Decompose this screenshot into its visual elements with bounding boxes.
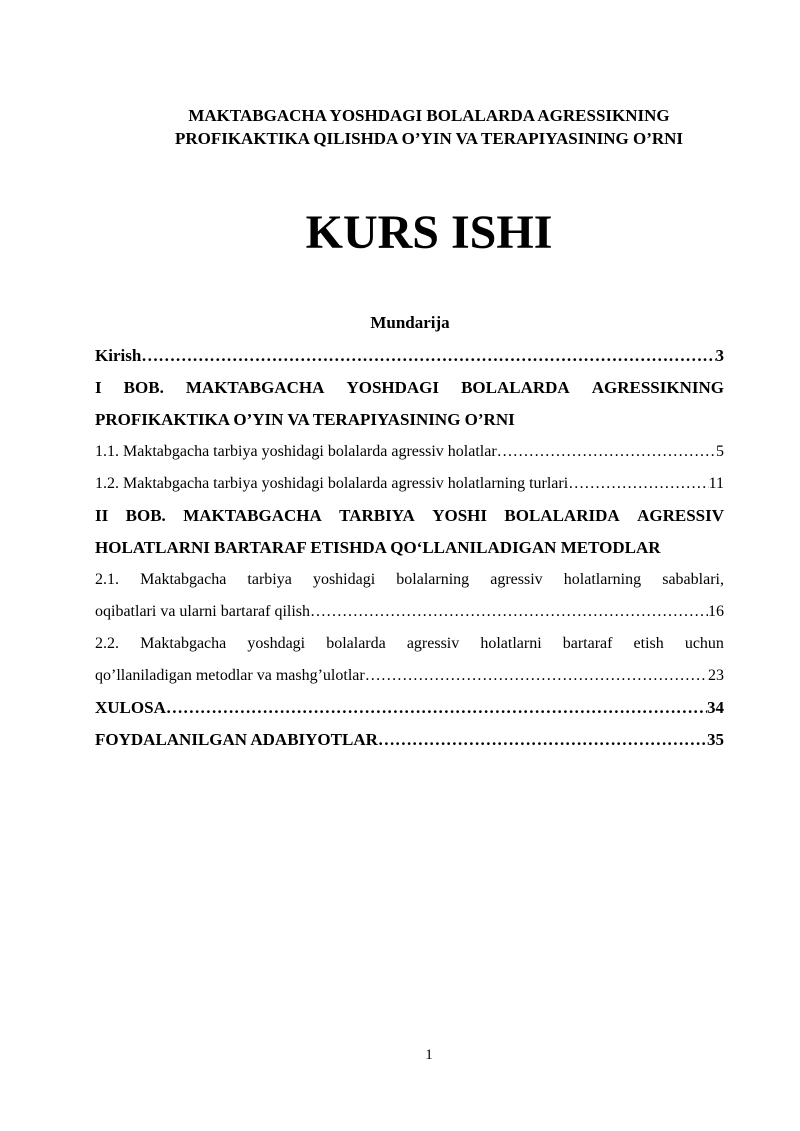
toc-entry-section-2-2[interactable] [95, 628, 724, 660]
toc-entry-page: 34 [707, 698, 724, 717]
toc-entry-title: HOLATLARNI BARTARAF ETISHDA QO‘LLANILADIGAN METODLAR [95, 538, 661, 557]
toc-entry-page: 16 [708, 603, 724, 620]
toc-word: holatlarni [480, 635, 542, 652]
toc-word: AGRESSIV [637, 506, 724, 525]
toc-word: AGRESSIKNING [591, 378, 724, 397]
toc-entry-page: 5 [716, 443, 724, 460]
toc-word: bolalarning [396, 571, 470, 588]
topic-title [95, 104, 763, 150]
toc-leader-dots [568, 468, 708, 500]
toc-leader-dots [378, 724, 707, 756]
toc-entry-page: 35 [707, 730, 724, 749]
toc-word: BOLALARIDA [504, 506, 620, 525]
toc-word: etish [633, 635, 664, 652]
toc-entry-section-1-2[interactable] [95, 468, 724, 500]
table-of-contents [95, 340, 724, 756]
toc-leader-dots [141, 340, 715, 372]
toc-word: agressiv [490, 571, 543, 588]
toc-entry-chapter-1[interactable] [95, 372, 724, 404]
toc-entry-page: 3 [715, 346, 724, 365]
toc-entry-section-2-1[interactable] [95, 564, 724, 596]
toc-word: yoshidagi [312, 571, 376, 588]
toc-entry-section-1-1[interactable] [95, 436, 724, 468]
toc-entry-chapter-2[interactable] [95, 500, 724, 532]
toc-word: 2.1. [95, 571, 119, 588]
toc-entry-chapter-1-continued[interactable] [95, 404, 724, 436]
toc-word: I [95, 378, 102, 397]
toc-word: BOB. [123, 378, 164, 397]
toc-entry-title: FOYDALANILGAN ADABIYOTLAR [95, 730, 378, 749]
toc-word: yoshdagi [247, 635, 306, 652]
toc-word: bolalarda [326, 635, 386, 652]
toc-entry-page: 11 [708, 475, 724, 492]
toc-entry-title: qo’llaniladigan metodlar va mashg’ulotlar [95, 667, 365, 684]
toc-word: BOB. [125, 506, 166, 525]
toc-entry-section-2-2-continued[interactable] [95, 660, 724, 692]
toc-entry-title: PROFIKAKTIKA O’YIN VA TERAPIYASINING O’RNI [95, 410, 515, 429]
topic-title-line-2: PROFIKAKTIKA QILISHDA O’YIN VA TERAPIYASINING O’RNI [174, 129, 684, 148]
toc-word: TARBIYA [339, 506, 415, 525]
toc-word: sabablari, [662, 571, 724, 588]
toc-entry-intro[interactable] [95, 340, 724, 372]
toc-word: holatlarning [563, 571, 642, 588]
toc-word: uchun [684, 635, 724, 652]
toc-leader-dots [497, 436, 716, 468]
toc-word: MAKTABGACHA [185, 378, 325, 397]
toc-leader-dots [365, 660, 708, 692]
toc-word: agressiv [406, 635, 460, 652]
toc-entry-title: oqibatlari va ularni bartaraf qilish [95, 603, 311, 620]
document-type-heading: KURS ISHI [305, 206, 553, 259]
toc-leader-dots [310, 596, 708, 628]
toc-word: Maktabgacha [140, 635, 227, 652]
page-number: 1 [425, 1047, 433, 1063]
toc-word: bartaraf [562, 635, 613, 652]
toc-entry-title: Kirish [95, 346, 142, 365]
toc-heading: Mundarija [370, 313, 450, 332]
toc-word: YOSHDAGI [346, 378, 440, 397]
toc-word: Maktabgacha [140, 571, 227, 588]
toc-entry-page: 23 [708, 667, 724, 684]
toc-entry-title: 1.2. Maktabgacha tarbiya yoshidagi bolalarda agressiv holatlarning turlari [95, 475, 569, 492]
toc-entry-conclusion[interactable] [95, 692, 724, 724]
toc-word: YOSHI [432, 506, 487, 525]
toc-entry-title: 1.1. Maktabgacha tarbiya yoshidagi bolalarda agressiv holatlar [95, 443, 497, 460]
toc-leader-dots [166, 692, 707, 724]
toc-entry-references[interactable] [95, 724, 724, 756]
topic-title-line-1: MAKTABGACHA YOSHDAGI BOLALARDA AGRESSIKNING [188, 106, 670, 125]
toc-entry-section-2-1-continued[interactable] [95, 596, 724, 628]
toc-word: 2.2. [95, 635, 119, 652]
toc-entry-chapter-2-continued[interactable] [95, 532, 724, 564]
toc-word: MAKTABGACHA [183, 506, 322, 525]
toc-word: tarbiya [247, 571, 292, 588]
toc-word: II [95, 506, 109, 525]
toc-word: BOLALARDA [461, 378, 570, 397]
toc-entry-title: XULOSA [95, 698, 166, 717]
